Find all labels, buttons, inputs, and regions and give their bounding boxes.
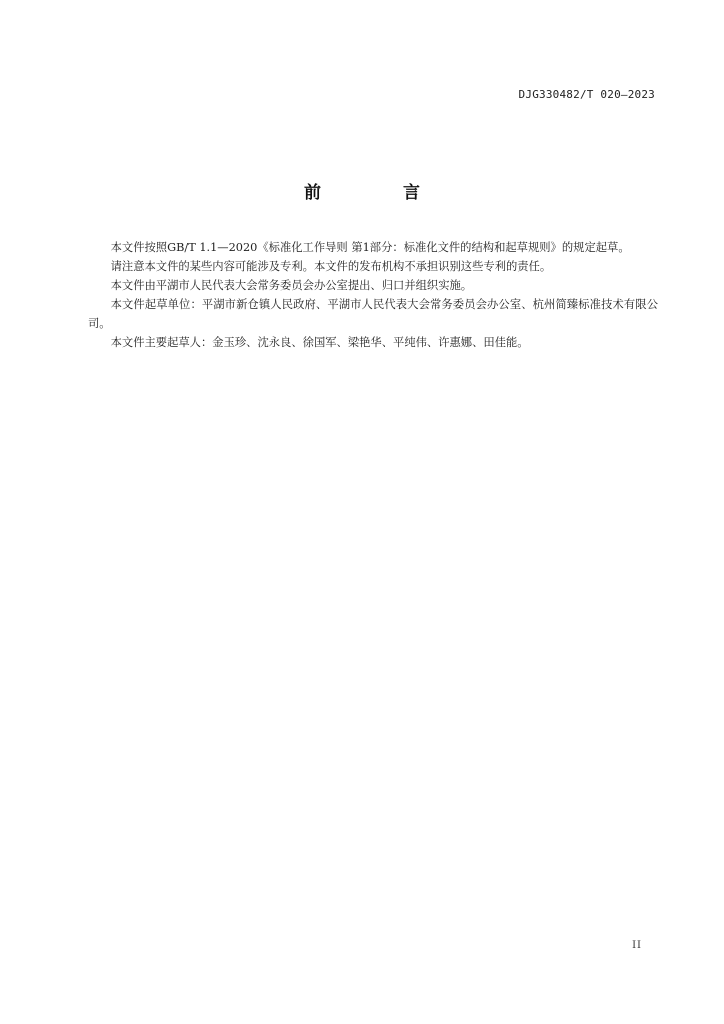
preface-body <box>88 238 658 352</box>
paragraph-drafters: 本文件主要起草人：金玉珍、沈永良、徐国军、梁艳华、平纯伟、许惠娜、田佳能。 <box>110 336 529 349</box>
paragraph-patent-notice: 请注意本文件的某些内容可能涉及专利。本文件的发布机构不承担识别这些专利的责任。 <box>110 260 552 273</box>
paragraph-drafting-units: 本文件起草单位：平湖市新仓镇人民政府、平湖市人民代表大会常务委员会办公室、杭州简臻标准技术有限公司。 <box>88 298 658 330</box>
document-code: DJG330482/T 020—2023 <box>518 88 655 101</box>
page-number: II <box>632 940 642 951</box>
page-title: 前 言 <box>304 183 458 203</box>
paragraph-proposer: 本文件由平湖市人民代表大会常务委员会办公室提出、归口并组织实施。 <box>110 279 473 292</box>
paragraph-drafting-rules: 本文件按照GB/T 1.1—2020《标准化工作导则 第1部分：标准化文件的结构和起草规则》的规定起草。 <box>110 241 630 254</box>
